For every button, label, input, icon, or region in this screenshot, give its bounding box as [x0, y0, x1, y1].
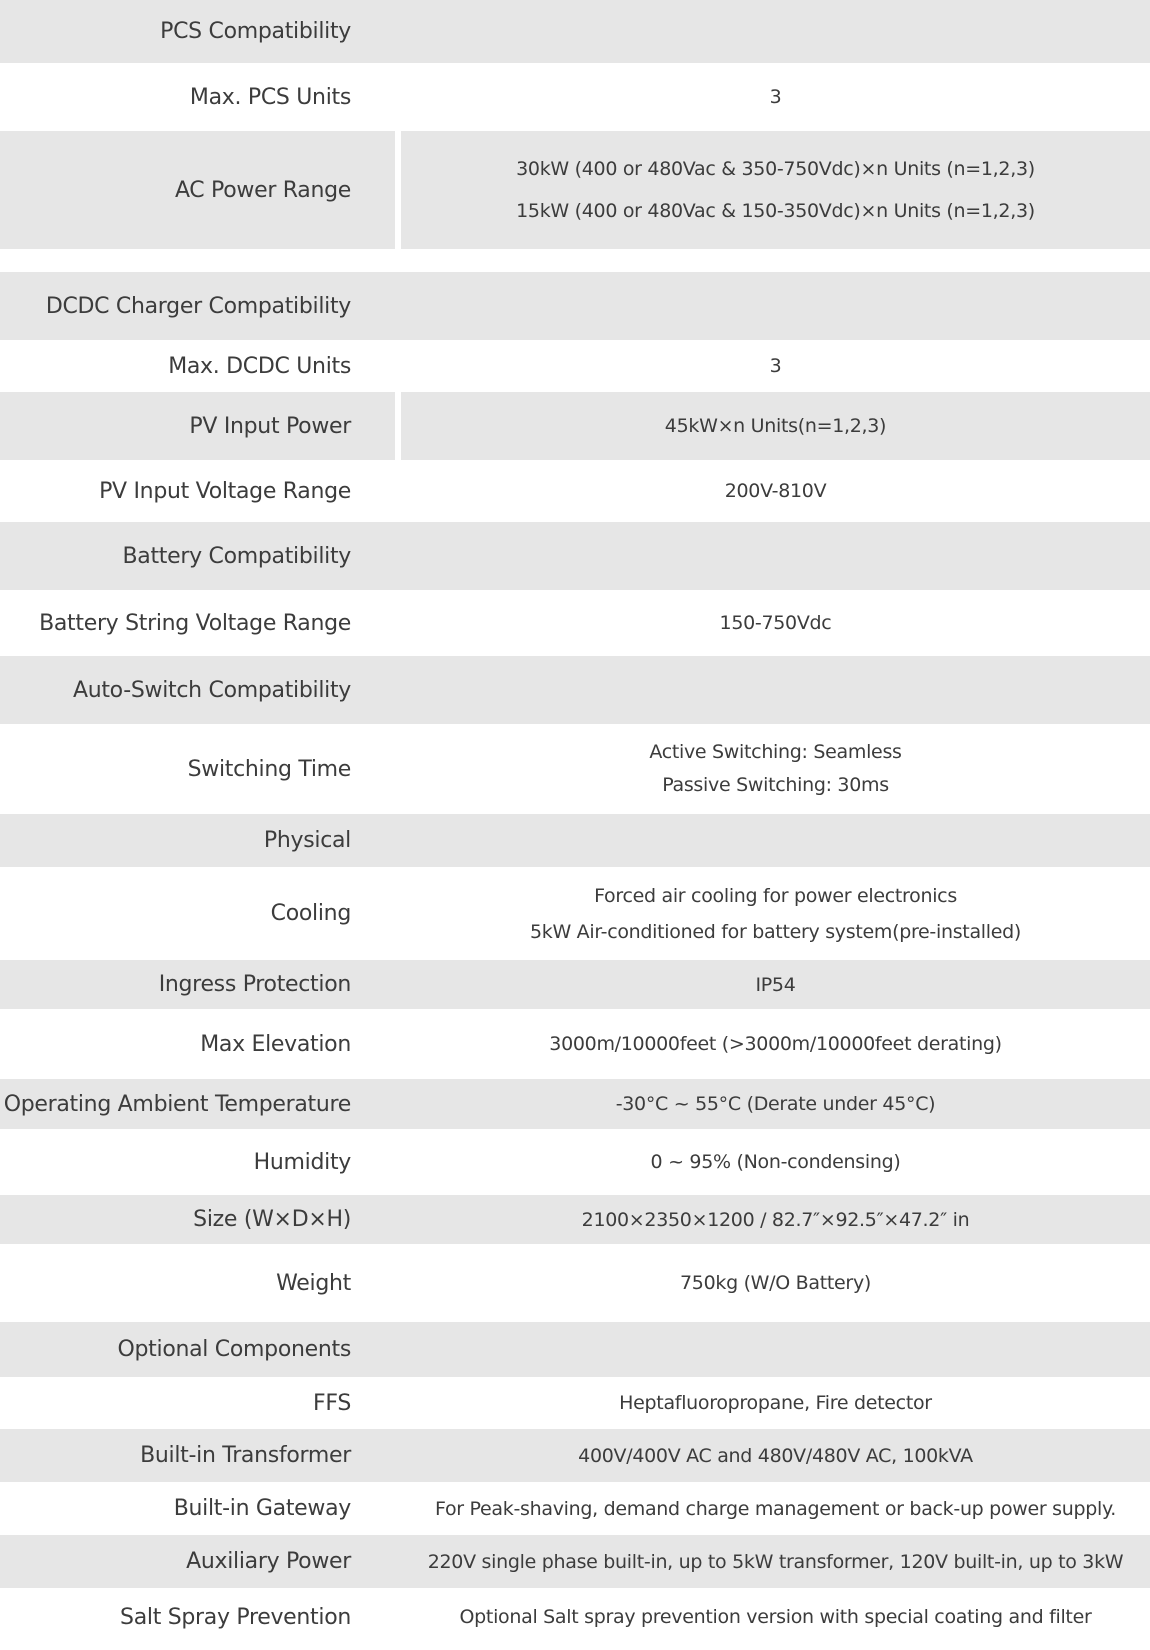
spec-value-line: Active Switching: Seamless — [649, 741, 902, 763]
spec-label: PV Input Power — [189, 413, 351, 439]
spec-row-ac-power-range — [0, 131, 1150, 249]
spec-row-max-dcdc-units — [0, 340, 1150, 392]
spec-value-line: 200V-810V — [724, 480, 827, 502]
section-header-battery-compatibility — [0, 522, 1150, 590]
spec-label: Weight — [276, 1270, 351, 1296]
spec-value — [401, 340, 1150, 392]
spec-value — [401, 1377, 1150, 1429]
spec-value-line: Passive Switching: 30ms — [662, 774, 889, 796]
spec-value — [401, 1244, 1150, 1322]
spec-value-line: -30°C ~ 55°C (Derate under 45°C) — [615, 1093, 936, 1115]
spec-value — [401, 1482, 1150, 1535]
spec-label: DCDC Charger Compatibility — [45, 293, 351, 319]
spec-value-line: 750kg (W/O Battery) — [680, 1272, 871, 1294]
section-header-pcs-compatibility — [0, 0, 1150, 63]
spec-value — [401, 1429, 1150, 1482]
spec-label: Auxiliary Power — [186, 1549, 351, 1574]
spec-row-salt-spray-prevention — [0, 1588, 1150, 1646]
spec-value-line: IP54 — [755, 973, 796, 996]
spec-value-line: 0 ~ 95% (Non-condensing) — [650, 1151, 901, 1173]
spec-label: PCS Compatibility — [160, 19, 351, 44]
section-header-dcdc-charger-compatibility — [0, 272, 1150, 340]
spec-row-weight — [0, 1244, 1150, 1322]
spec-row-max-pcs-units — [0, 63, 1150, 131]
section-header-optional-components — [0, 1322, 1150, 1377]
spec-value — [401, 590, 1150, 656]
spec-label: Built-in Transformer — [140, 1443, 351, 1468]
spec-row-ingress-protection — [0, 960, 1150, 1009]
spec-label: Physical — [263, 828, 351, 853]
spec-value-line: 3 — [769, 86, 782, 108]
spec-value — [401, 1588, 1150, 1646]
spec-row-pv-input-power — [0, 392, 1150, 460]
spec-label: Cooling — [270, 901, 351, 926]
spec-row-built-in-gateway — [0, 1482, 1150, 1535]
spec-label: Size (W×D×H) — [193, 1207, 351, 1232]
spec-label: Operating Ambient Temperature — [3, 1091, 351, 1117]
spec-label: Ingress Protection — [158, 972, 351, 997]
spec-row-switching-time — [0, 724, 1150, 814]
spec-value — [401, 460, 1150, 522]
spec-value — [401, 392, 1150, 460]
spec-value-line: 15kW (400 or 480Vac & 150-350Vdc)×n Units (n=1,2,3) — [516, 200, 1035, 222]
spec-value-line: Forced air cooling for power electronics — [594, 884, 957, 907]
spec-label: PV Input Voltage Range — [99, 478, 351, 504]
spec-label: Switching Time — [187, 756, 351, 782]
spec-row-operating-ambient-temperature — [0, 1079, 1150, 1129]
spec-value — [401, 63, 1150, 131]
spec-value — [401, 960, 1150, 1009]
spec-label: Battery String Voltage Range — [39, 610, 351, 636]
spec-row-pv-input-voltage-range — [0, 460, 1150, 522]
spec-value — [401, 724, 1150, 814]
spec-value-line: 3000m/10000feet (>3000m/10000feet derating) — [549, 1033, 1002, 1055]
spec-value — [401, 1129, 1150, 1195]
spec-value-line: 150-750Vdc — [719, 612, 832, 634]
spec-value — [401, 867, 1150, 960]
spec-value — [401, 1009, 1150, 1079]
spec-label: Battery Compatibility — [122, 543, 351, 569]
spec-value-line: 5kW Air-conditioned for battery system(pre-installed) — [529, 920, 1022, 943]
spec-value-line: 220V single phase built-in, up to 5kW transformer, 120V built-in, up to 3kW — [427, 1550, 1124, 1573]
spec-label: Built-in Gateway — [173, 1496, 351, 1521]
spec-value-line: 2100×2350×1200 / 82.7″×92.5″×47.2″ in — [581, 1208, 970, 1231]
spec-row-ffs — [0, 1377, 1150, 1429]
spec-value — [401, 1535, 1150, 1588]
spec-value — [401, 131, 1150, 249]
spec-row-size-w-d-h — [0, 1195, 1150, 1244]
section-header-physical — [0, 814, 1150, 867]
spec-label: Max Elevation — [200, 1031, 351, 1057]
spec-row-built-in-transformer — [0, 1429, 1150, 1482]
spec-label: Optional Components — [117, 1337, 351, 1362]
spec-value-line: 30kW (400 or 480Vac & 350-750Vdc)×n Units (n=1,2,3) — [516, 158, 1035, 180]
spec-label: Salt Spray Prevention — [120, 1604, 351, 1630]
spec-row-auxiliary-power — [0, 1535, 1150, 1588]
spec-value — [401, 1079, 1150, 1129]
spec-value-line: Heptafluoropropane, Fire detector — [619, 1392, 932, 1414]
spec-value-line: 45kW×n Units(n=1,2,3) — [664, 415, 887, 437]
spec-value-line: 400V/400V AC and 480V/480V AC, 100kVA — [578, 1444, 973, 1467]
spec-label: Auto-Switch Compatibility — [72, 677, 351, 703]
spec-value-line: Optional Salt spray prevention version with special coating and filter — [459, 1606, 1092, 1628]
spec-label: Max. PCS Units — [189, 84, 351, 110]
spec-label: AC Power Range — [174, 177, 351, 203]
spec-row-cooling — [0, 867, 1150, 960]
spec-value — [401, 1195, 1150, 1244]
section-header-auto-switch-compatibility — [0, 656, 1150, 724]
spec-label: Humidity — [253, 1149, 351, 1175]
spec-label: FFS — [313, 1390, 351, 1416]
spec-value-line: For Peak-shaving, demand charge management or back-up power supply. — [435, 1497, 1116, 1520]
spec-row-battery-string-voltage-range — [0, 590, 1150, 656]
spec-value-line: 3 — [769, 355, 782, 377]
spec-row-humidity — [0, 1129, 1150, 1195]
spec-label: Max. DCDC Units — [168, 353, 351, 379]
spec-row-max-elevation — [0, 1009, 1150, 1079]
